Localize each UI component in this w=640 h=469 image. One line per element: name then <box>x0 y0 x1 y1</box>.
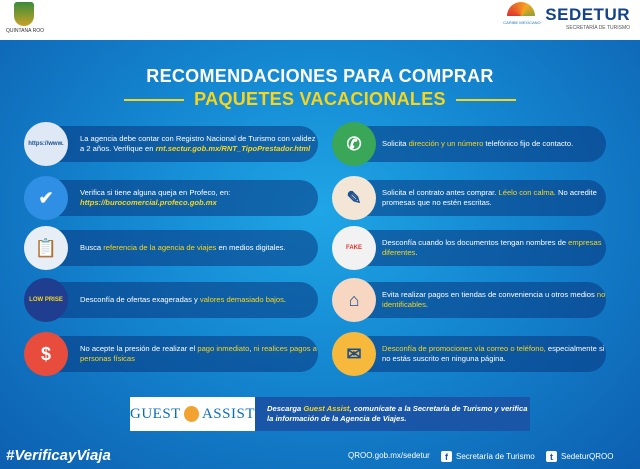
left-item-2 <box>30 180 318 216</box>
checkmark-icon: ✔ <box>24 176 68 220</box>
text-segment: Verifica si tiene alguna queja en Profeco, en: <box>80 188 231 197</box>
right-item-text <box>382 290 606 310</box>
text-segment: Léelo con calma. <box>498 188 556 197</box>
title-rule-right <box>456 99 516 101</box>
facebook-handle: Secretaría de Turismo <box>456 452 535 461</box>
store-icon: ⌂ <box>332 278 376 322</box>
icon-badge-text: FAKE <box>345 244 362 251</box>
text-segment: valores demasiado bajos <box>199 295 284 304</box>
right-item-3 <box>338 230 606 266</box>
footer-url[interactable] <box>348 451 430 460</box>
emblem-caption: CARIBE MEXICANO <box>503 20 541 25</box>
text-segment: Evita realizar pagos en tiendas de conveniencia u otros medios <box>382 290 597 299</box>
clipboard-icon: 📋 <box>24 226 68 270</box>
right-item-text <box>382 139 573 149</box>
right-item-5 <box>338 336 606 372</box>
right-item-text <box>382 238 606 258</box>
qroo-caption: QUINTANA ROO <box>6 28 44 34</box>
text-segment: Guest Assist <box>303 404 350 413</box>
text-segment: Descarga <box>267 404 304 413</box>
text-segment: https://burocomercial.profeco.gob.mx <box>80 198 217 207</box>
text-segment: referencia de la agencia de viajes <box>103 243 217 252</box>
text-segment: No acredite promesas que no estén escritas. <box>382 188 597 207</box>
text-segment: Desconfía de promociones vía correo o teléfono, <box>382 344 546 353</box>
guest-word: GUEST <box>130 405 181 422</box>
brand-name: SEDETUR <box>545 5 630 24</box>
text-segment: No acepte la presión de realizar el <box>80 344 198 353</box>
text-segment: no identificables <box>382 290 606 309</box>
title-line-2: PAQUETES VACACIONALES <box>194 89 446 109</box>
text-segment: . <box>425 300 429 309</box>
right-item-2 <box>338 180 606 216</box>
left-item-text <box>80 188 318 208</box>
globe-web-icon <box>24 122 68 166</box>
left-item-text <box>80 134 318 154</box>
text-segment: empresas diferentes <box>382 238 602 257</box>
text-segment: , comunícate a la Secretaría de Turismo y verifica la información de la Agencia de Viajes. <box>267 404 528 423</box>
rainbow-arc-icon <box>507 2 535 16</box>
guest-assist-text <box>255 404 530 424</box>
left-item-4 <box>30 282 318 318</box>
left-item-text <box>80 295 286 305</box>
caribe-mexicano-emblem <box>503 2 539 34</box>
left-item-5 <box>30 336 318 372</box>
left-item-1 <box>30 126 318 162</box>
left-item-3 <box>30 230 318 266</box>
quintana-roo-logo <box>6 2 42 34</box>
contract-icon: ✎ <box>332 176 376 220</box>
low-price-icon <box>24 278 68 322</box>
guest-assist-logo <box>130 397 255 431</box>
twitter-icon: t <box>546 451 557 462</box>
icon-badge-text: LOW PRISE <box>29 296 63 303</box>
text-segment: Desconfía cuando los documentos tengan nombres de <box>382 238 569 247</box>
phone-icon: ✆ <box>332 122 376 166</box>
header-bar <box>0 0 640 40</box>
facebook-icon: f <box>441 451 452 462</box>
text-segment: pago inmediato <box>197 344 250 353</box>
handshake-icon <box>184 406 199 422</box>
assist-word: ASSIST <box>201 405 255 422</box>
text-segment: especialmente si no estás suscrito en ninguna página. <box>382 344 605 363</box>
title-line-1: RECOMENDACIONES PARA COMPRAR <box>146 66 494 86</box>
left-item-text <box>80 243 286 253</box>
text-segment: , <box>249 344 254 353</box>
text-segment: . <box>283 295 287 304</box>
hashtag: #VerificayViaja <box>6 447 111 464</box>
fake-document-icon <box>332 226 376 270</box>
text-segment: Desconfía de ofertas exageradas y <box>80 295 200 304</box>
icon-badge-text: https://www. <box>28 140 64 147</box>
brand-subtitle: SECRETARÍA DE TURISMO <box>566 25 630 31</box>
footer-url-text: QROO.gob.mx/sedetur <box>348 451 430 460</box>
right-item-text <box>382 188 606 208</box>
footer-twitter[interactable] <box>546 451 613 462</box>
text-segment: La agencia debe contar con Registro Nacional de Turismo con validez a 2 años. Verifique en <box>80 134 316 153</box>
text-segment: Solicita el contrato antes comprar. <box>382 188 499 197</box>
left-item-text <box>80 344 318 364</box>
text-segment: telefónico fijo de contacto. <box>483 139 574 148</box>
sedetur-logo <box>503 2 630 34</box>
money-transfer-icon: $ <box>24 332 68 376</box>
right-item-text <box>382 344 606 364</box>
text-segment: ni realices pagos a personas físicas <box>80 344 317 363</box>
email-icon: ✉ <box>332 332 376 376</box>
coat-of-arms-icon <box>14 2 34 26</box>
twitter-handle: SedeturQROO <box>561 452 614 461</box>
text-segment: en medios digitales. <box>216 243 286 252</box>
text-segment: dirección y un número <box>408 139 484 148</box>
text-segment: Busca <box>80 243 104 252</box>
text-segment: rnt.sectur.gob.mx/RNT_TipoPrestador.html <box>155 144 311 153</box>
text-segment: . <box>415 248 418 257</box>
footer-facebook[interactable] <box>441 451 535 462</box>
text-segment: Solicita <box>382 139 409 148</box>
right-item-1 <box>338 126 606 162</box>
right-item-4 <box>338 282 606 318</box>
guest-assist-banner[interactable] <box>130 397 530 431</box>
